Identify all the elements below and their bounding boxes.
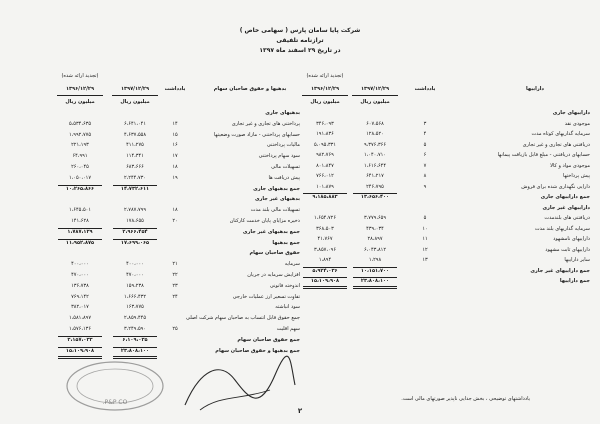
row-label: دریافتنی های تجاری و غیر تجاری: [522, 141, 590, 148]
value-current: ۱،۶۱۶،۶۴۴: [363, 162, 387, 169]
liabilities-col-title: بدهیها و حقوق صاحبان سهام: [213, 86, 287, 92]
row-note: ۴: [423, 131, 427, 137]
value-prior: ۹۸۲،۷۶۹: [316, 152, 334, 158]
row-label: دارایی نگهداری شده برای فروش: [521, 183, 590, 190]
row-note: ۸: [423, 173, 427, 179]
value-current: ۳،۷۷۹،۶۵۹: [363, 215, 387, 221]
total-rule: [113, 228, 157, 229]
value-prior: ۶۴،۹۹۱: [72, 153, 88, 160]
row-note: ۱۶: [172, 142, 178, 149]
row-note: ۱۳: [422, 257, 428, 263]
value-current: ۲۳،۸۰۸،۱۰۰: [120, 347, 150, 354]
row-label: پیش پرداختها: [562, 173, 590, 179]
value-prior: ۳۶۸،۵۰۳: [316, 225, 334, 232]
liabilities-year-prior: ۱۳۹۶/۱۲/۲۹: [65, 86, 95, 92]
row-note: ۲۲: [172, 272, 178, 278]
value-current: ۶،۰۴۳،۸۱۲: [363, 246, 387, 253]
value-current: ۱۵۹،۲۳۸: [126, 282, 144, 289]
assets-y2-rule: [302, 95, 348, 96]
statement-title: ترازنامه تلفیقی: [276, 37, 324, 44]
row-note: ۲۴: [172, 293, 178, 300]
total-rule: [58, 228, 102, 229]
row-label: موجودی مواد و کالا: [550, 162, 590, 169]
value-current: ۶،۱۰۹،۰۳۵: [122, 336, 148, 343]
row-label: ذخیره مزایای پایان خدمت کارکنان: [229, 218, 300, 224]
value-prior: ۱،۶۵۴،۷۲۶: [313, 215, 337, 221]
value-prior: ۵،۹۲۴،۰۳۶: [312, 267, 338, 274]
value-current: ۲۳،۸۰۸،۱۰۰: [360, 278, 390, 284]
row-label: جمع بدهیهای جاری: [253, 185, 300, 192]
assets-year-current: ۱۳۹۷/۱۲/۲۹: [360, 86, 390, 92]
row-note: ۵: [423, 141, 427, 148]
liability-row: [0, 293, 600, 302]
liability-row: [0, 325, 600, 334]
row-label: جمع بدهیها و حقوق صاحبان سهام: [215, 347, 300, 354]
value-prior: ۴۰۰،۰۰۰: [71, 261, 89, 268]
value-current: ۱۷،۶۹۹،۰۶۵: [120, 239, 150, 246]
value-current: ۳،۲۴۹،۵۹۰: [123, 326, 147, 332]
row-note: ۱۹: [172, 174, 178, 181]
row-label: حسابهای دریافتنی - مبلغ قابل بازیافت پیمانها: [497, 152, 590, 158]
row-label: سرمایه گذاریهای بلند مدت: [534, 225, 590, 232]
row-label: سود انباشته: [275, 304, 300, 311]
row-note: ۱۴: [172, 120, 178, 127]
liability-row: [0, 314, 600, 323]
liability-row: [0, 239, 600, 248]
row-note: ۹: [423, 183, 427, 190]
liabilities-note-header: یادداشت: [164, 86, 186, 92]
value-current: ۶۰۷،۵۶۸: [366, 120, 384, 127]
value-prior: ۱،۵۸۱،۸۹۷: [68, 315, 92, 322]
total-rule: [58, 336, 102, 337]
liability-row: [0, 163, 600, 172]
page-number: ۲: [297, 407, 303, 415]
svg-text:P&P CO.: P&P CO.: [102, 399, 128, 406]
liabilities-year-current: ۱۳۹۷/۱۲/۲۹: [120, 86, 150, 92]
value-current: ۱۳،۶۵۶،۴۰۰: [360, 194, 390, 200]
value-prior: ۸۰۱،۸۴۷: [316, 162, 334, 169]
value-prior: ۹،۱۸۵،۸۸۳: [312, 194, 338, 200]
value-current: ۶۸۳،۶۶۶: [126, 164, 144, 170]
row-label: داراییهای نامشهود: [553, 236, 590, 242]
row-label: سایر داراییها: [564, 257, 590, 263]
value-prior: ۳۴۶،۰۹۳: [316, 120, 334, 127]
liability-row: [0, 260, 600, 269]
value-current: ۱،۲۹۸: [368, 257, 382, 263]
value-current: ۱،۰۴۰،۷۱۰: [363, 152, 387, 158]
value-current: ۲،۸۵۹،۴۴۵: [123, 315, 147, 322]
liability-row: [0, 141, 600, 150]
value-current: ۴۳۹،۰۳۴: [366, 225, 384, 232]
row-label: موجودی نقد: [564, 120, 590, 127]
company-stamp: [60, 356, 190, 414]
row-label: حسابهای پرداختنی - مازاد صورت وضعیتها: [213, 131, 300, 138]
total-rule: [113, 336, 157, 337]
value-prior: ۱۹۱،۸۳۶: [316, 131, 334, 137]
assets-y1-rule: [352, 95, 398, 96]
liability-row: [0, 347, 600, 356]
value-prior: ۵،۰۹۵،۳۳۱: [313, 141, 337, 148]
footer-note: یادداشتهای توضیحی ، بخش جدایی ناپذیر صورتهای مالی است.: [401, 396, 530, 402]
row-label: تسهیلات مالی بلند مدت: [250, 207, 300, 214]
value-current: ۴۰۰،۰۰۰: [126, 261, 144, 268]
row-label: جمع حقوق قابل انتساب به صاحبان سهام شرکت اصلی: [186, 315, 300, 322]
row-label: تفاوت تسعیر ارز عملیات خارجی: [232, 293, 300, 300]
row-label: جمع داراییهای جاری: [540, 194, 590, 200]
row-note: ۱۸: [172, 164, 178, 170]
liability-row: [0, 206, 600, 215]
row-note: ۱۱: [422, 236, 428, 242]
statement-date: در تاریخ ۲۹ اسفند ماه ۱۳۹۷: [259, 47, 341, 54]
value-current: ۴،۶۳۷،۵۵۸: [123, 131, 147, 138]
row-label: سهم اقلیت: [276, 326, 300, 332]
value-prior: ۵،۵۳۴،۶۳۵: [68, 120, 92, 127]
value-prior: ۱،۵۷۶،۱۳۶: [68, 326, 92, 332]
row-note: ۱۲: [422, 246, 428, 253]
row-note: ۱۷: [172, 153, 178, 160]
total-rule: [58, 347, 102, 348]
row-note: ۵: [423, 215, 427, 221]
row-label: جمع حقوق صاحبان سهام: [237, 336, 300, 343]
value-prior: ۳،۸۵۷،۰۹۶: [313, 246, 337, 253]
liabilities-y2-rule: [57, 95, 103, 96]
row-label: سرمایه: [284, 261, 300, 268]
row-note: ۱۸: [172, 207, 178, 214]
row-label: سرمایه گذاریهای کوتاه مدت: [531, 131, 590, 137]
value-current: ۱۲۸،۵۲۰: [366, 131, 384, 137]
row-label: جمع بدهیهای غیر جاری: [242, 228, 300, 235]
value-current: ۱۶۳،۷۷۵: [126, 304, 144, 311]
row-label: داراییهای غیر جاری: [542, 204, 590, 211]
value-current: ۱۷۸،۶۵۵: [126, 218, 144, 224]
value-prior: ۱۰۱،۸۷۹: [316, 183, 334, 190]
company-name: شرکت پایا سامان پارس ( سهامی خاص ): [239, 27, 361, 34]
liability-row: [0, 282, 600, 291]
total-rule: [113, 185, 157, 186]
row-note: ۱۵: [172, 131, 178, 138]
liabilities-y1-rule: [112, 95, 158, 96]
value-prior: ۷۶۹،۱۴۲: [71, 293, 89, 300]
liability-row: [0, 185, 600, 194]
row-note: ۳: [423, 120, 427, 127]
value-current: ۴۱۱،۲۷۵: [126, 142, 144, 149]
row-note: ۱۰: [422, 225, 428, 232]
row-note: ۲۵: [172, 326, 178, 332]
value-prior: ۷۶۶،۰۱۲: [316, 173, 334, 179]
total-rule: [58, 239, 102, 240]
assets-unit-prior: میلیون ریال: [310, 99, 340, 105]
row-label: جمع بدهیها: [272, 239, 300, 246]
row-label: پرداختنی های تجاری و غیر تجاری: [231, 120, 300, 127]
value-current: ۲،۲۴۴،۷۳۰: [123, 174, 147, 181]
row-label: جمع داراییهای غیر جاری: [530, 267, 590, 274]
liability-row: [0, 303, 600, 312]
value-current: ۶۴۱،۲۱۷: [366, 173, 384, 179]
assets-note-header: یادداشت: [414, 86, 436, 92]
liability-row: [0, 336, 600, 345]
row-note: ۲۳: [172, 282, 178, 289]
row-note: ۷: [423, 162, 427, 169]
value-prior: ۱،۶۴۵،۵۰۱: [68, 207, 92, 214]
total-rule: [113, 347, 157, 348]
value-prior: ۳،۱۵۷،۰۳۳: [67, 336, 93, 343]
value-current: ۹،۳۷۶،۳۶۶: [363, 141, 387, 148]
row-note: ۲۱: [172, 261, 178, 268]
row-note: ۶: [423, 152, 427, 158]
value-current: ۲۸،۸۹۷: [367, 236, 383, 242]
liability-row: [0, 109, 600, 118]
liability-row: [0, 152, 600, 161]
row-label: پیش دریافت ها: [268, 174, 300, 181]
assets-col-title: داراییها: [526, 86, 544, 92]
value-current: ۱۱۴،۳۴۱: [126, 153, 144, 160]
assets-unit-current: میلیون ریال: [360, 99, 390, 105]
assets-year-prior: ۱۳۹۶/۱۲/۲۹: [310, 86, 340, 92]
value-prior: ۴۱،۷۶۷: [317, 236, 333, 242]
liability-row: [0, 271, 600, 280]
total-rule: [113, 239, 157, 240]
value-current: ۱۴،۷۳۲،۶۱۱: [120, 185, 150, 192]
row-label: بدهیهای جاری: [265, 110, 300, 116]
value-prior: ۱۴۱،۶۲۸: [71, 218, 89, 224]
value-prior: ۱۵،۱۰۹،۹۰۸: [65, 347, 95, 354]
liability-row: [0, 217, 600, 226]
row-label: دریافتنی های بلندمدت: [544, 215, 590, 221]
value-current: ۱۰،۱۵۱،۷۰۰: [360, 267, 390, 274]
value-current: ۲،۹۶۶،۴۵۴: [122, 228, 148, 235]
value-prior: ۱،۰۵۰،۰۱۷: [68, 174, 92, 181]
liability-row: [0, 195, 600, 204]
value-prior: ۱،۸۹۴: [318, 257, 332, 263]
value-current: ۴۷۰،۰۰۰: [126, 272, 144, 278]
value-prior: ۱۱،۹۵۲،۸۷۵: [65, 239, 95, 246]
row-note: ۲۰: [172, 218, 178, 224]
row-label: سود سهام پرداختنی: [258, 153, 300, 160]
value-prior: ۱،۷۸۷،۱۲۹: [67, 228, 93, 235]
assets-restated-note: (تجدید ارائه شده): [306, 73, 344, 79]
value-prior: ۴۷۰،۰۰۰: [71, 272, 89, 278]
liabilities-unit-prior: میلیون ریال: [65, 99, 95, 105]
value-prior: ۱۵،۱۰۹،۹۰۸: [310, 278, 340, 284]
liabilities-unit-current: میلیون ریال: [120, 99, 150, 105]
value-prior: ۲۶۰،۰۴۵: [71, 164, 89, 170]
value-current: ۲۴۶،۷۹۵: [366, 183, 384, 190]
liabilities-restated-note: (تجدید ارائه شده): [61, 73, 99, 79]
row-label: مالیات پرداختنی: [266, 142, 300, 149]
liability-row: [0, 120, 600, 129]
liability-row: [0, 131, 600, 140]
value-current: ۶،۶۴۱،۰۴۱: [123, 120, 147, 127]
row-label: حقوق صاحبان سهام: [249, 250, 300, 257]
liability-row: [0, 228, 600, 237]
row-label: تسهیلات مالی: [271, 164, 300, 170]
total-rule: [58, 185, 102, 186]
value-prior: ۱۰،۲۶۵،۸۶۶: [65, 185, 95, 192]
liability-row: [0, 174, 600, 183]
row-label: جمع داراییها: [559, 278, 590, 284]
liability-row: [0, 249, 600, 258]
value-current: ۲،۷۸۷،۷۹۹: [123, 207, 147, 214]
value-current: ۱،۶۶۶،۴۳۲: [123, 293, 147, 300]
row-label: داراییهای جاری: [552, 110, 590, 116]
row-label: بدهیهای غیر جاری: [254, 196, 300, 203]
value-prior: ۱۳۶،۷۳۸: [71, 282, 89, 289]
row-label: داراییهای ثابت مشهود: [545, 246, 590, 253]
row-label: اندوخته قانونی: [269, 282, 300, 289]
row-label: افزایش سرمایه در جریان: [247, 272, 300, 278]
value-prior: ۲۲۱،۱۹۳: [71, 142, 89, 149]
value-prior: ۱،۹۹۲،۷۷۵: [68, 131, 92, 138]
value-prior: ۳۸۲،۰۱۷: [71, 304, 89, 311]
